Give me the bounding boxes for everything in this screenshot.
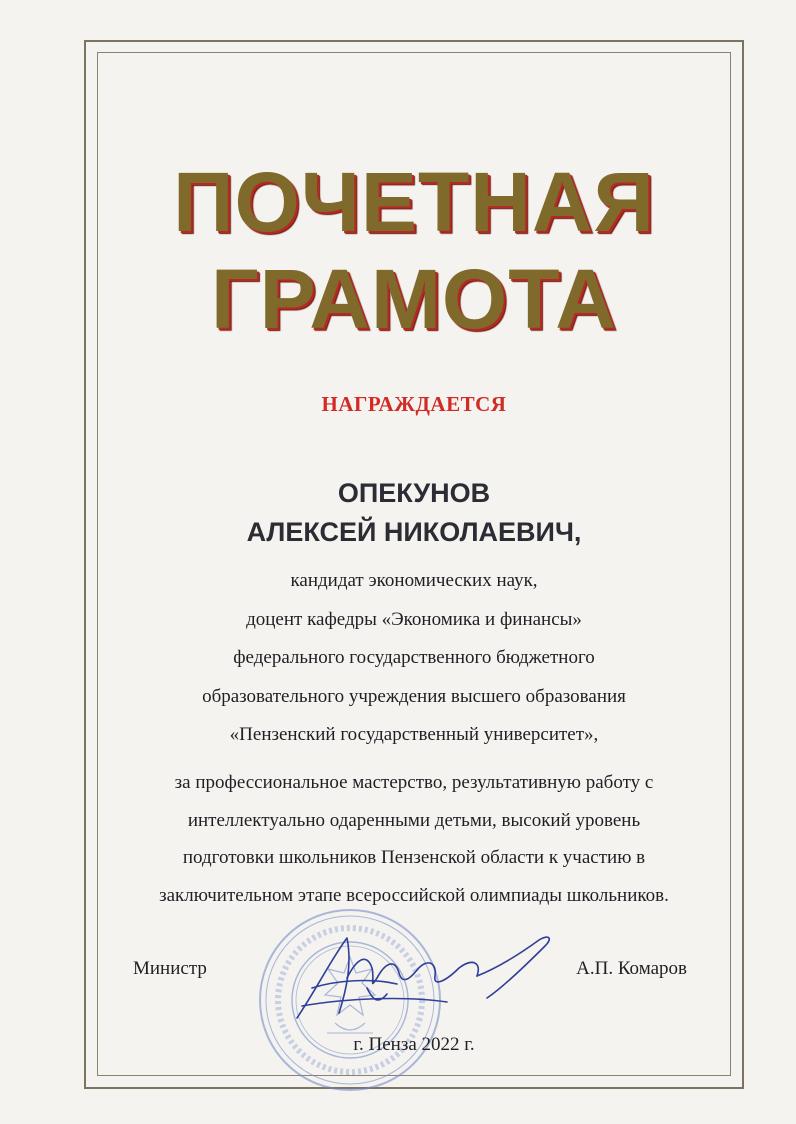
awarded-heading: НАГРАЖДАЕТСЯ [321,392,507,416]
reason-line: за профессиональное мастерство, результативную работу с [174,772,654,793]
signature-icon [277,918,567,1028]
certificate [97,52,731,1076]
signer-name: А.П. Комаров [576,958,687,979]
position-line: «Пензенский государственный университет», [229,724,599,745]
place-and-date: г. Пенза 2022 г. [353,1034,475,1055]
reason-line: интеллектуально одаренными детьми, высокий уровень [187,809,641,831]
award-reason [97,764,731,914]
position-line: кандидат экономических наук, [290,570,538,591]
certificate-title-line1: ПОЧЕТНАЯ [173,155,655,249]
recipient-position [97,562,731,755]
reason-line: подготовки школьников Пензенской области к участию в [182,847,646,868]
position-line: федерального государственного бюджетного [233,647,595,668]
recipient-given-names: АЛЕКСЕЙ НИКОЛАЕВИЧ, [246,517,582,547]
reason-line: заключительном этапе всероссийской олимпиады школьников. [159,884,669,906]
certificate-title-line2: ГРАМОТА [211,252,617,346]
signer-title: Министр [133,958,207,979]
position-line: образовательного учреждения высшего образования [202,685,626,707]
position-line: доцент кафедры «Экономика и финансы» [246,608,582,630]
recipient-surname: ОПЕКУНОВ [337,478,491,508]
